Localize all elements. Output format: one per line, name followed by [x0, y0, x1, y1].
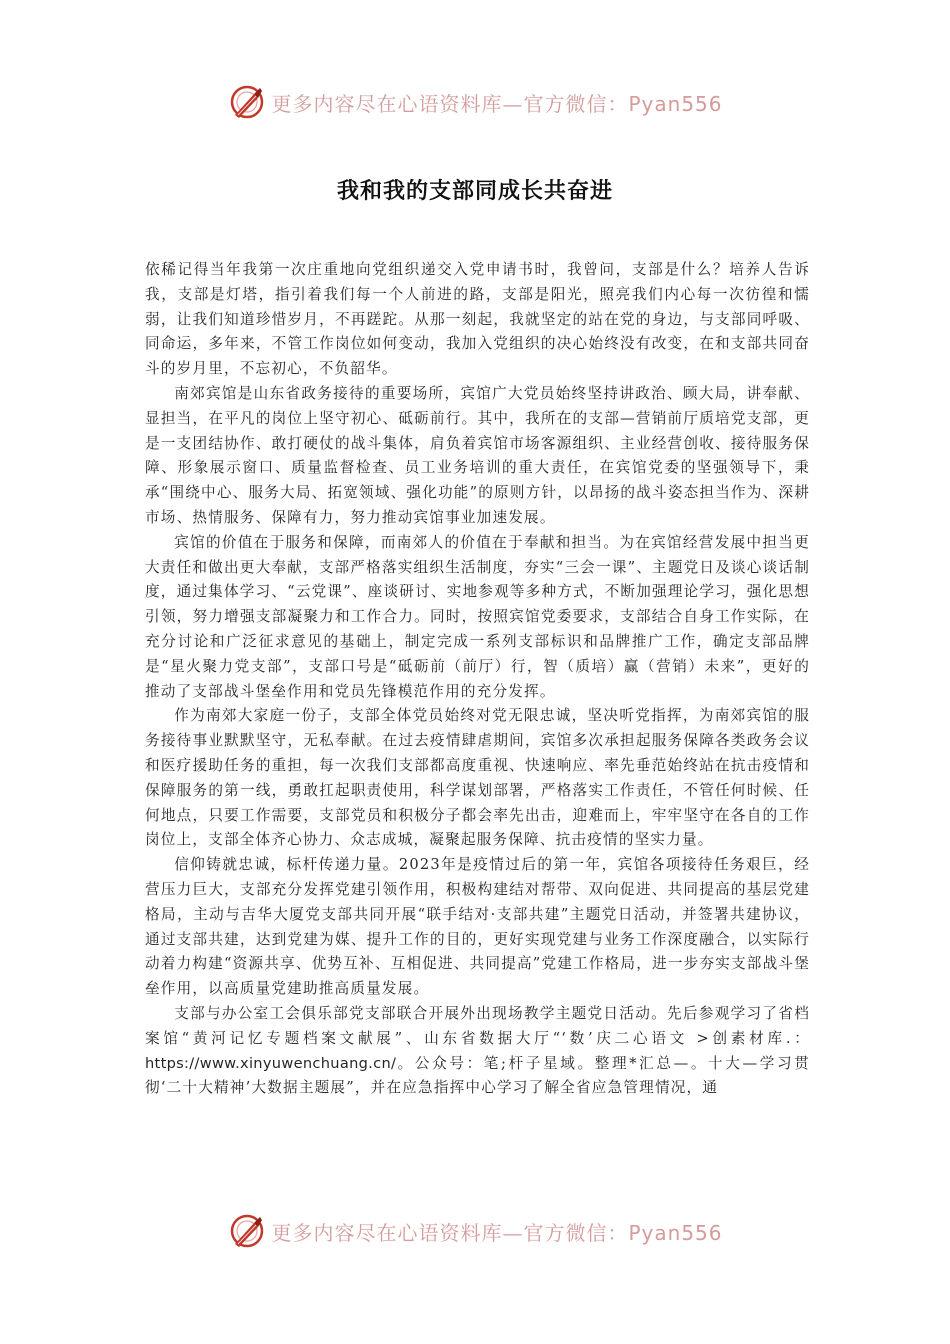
- page-title: 我和我的支部同成长共奋进: [336, 178, 613, 204]
- paragraph: 宾馆的价值在于服务和保障，而南郊人的价值在于奉献和担当。为在宾馆经营发展中担当更大责任和做出更大奉献，支部严格落实组织生活制度，夯实“三会一课”、主题党日及谈心谈话制度，通过集体学习、“云党课”、座谈研讨、实地参观等多种方式，不断加强理论学习，强化思想引领，努力增强支部凝聚力和工作合力。同时，按照宾馆党委要求，支部结合自身工作实际，在充分讨论和广泛征求意见的基础上，制定完成一系列支部标识和品牌推广工作，确定支部品牌是“星火聚力党支部”，支部口号是“砥砺前（前厅）行，智（质培）赢（营销）未来”，更好的推动了支部战斗堡垒作用和党员先锋模范作用的充分发挥。: [145, 533, 810, 700]
- paragraph: 南郊宾馆是山东省政务接待的重要场所，宾馆广大党员始终坚持讲政治、顾大局，讲奉献、显担当，在平凡的岗位上坚守初心、砥砺前行。其中，我所在的支部—营销前厅质培党支部，更是一支团结协作、敢打硬仗的战斗集体，肩负着宾馆市场客源组织、主业经营创收、接待服务保障、形象展示窗口、质量监督检查、员工业务培训的重大责任，在宾馆党委的坚强领导下，秉承“围绕中心、服务大局、拓宽领域、强化功能”的原则方针，以昂扬的战斗姿态担当作为、深耕市场、热情服务、保障有力，努力推动宾馆事业加速发展。: [145, 384, 810, 526]
- wechat-id: Pyan556: [628, 1220, 723, 1245]
- banner-text: 更多内容尽在心语资料库—官方微信：: [271, 91, 629, 116]
- pen-logo-icon: [227, 1211, 267, 1251]
- pen-logo-icon: [227, 82, 267, 122]
- footer-banner: [0, 1211, 950, 1251]
- paragraph-text: 。公众号：笔;杆子星域。整理*汇总—。十大—学习贯彻‘二十大精神’大数据主题展”，并在应急指挥中心学习了解全省应急管理情况，通: [145, 1054, 810, 1097]
- paragraph: [145, 1002, 810, 1101]
- paragraph: 作为南郊大家庭一份子，支部全体党员始终对党无限忠诚，坚决听党指挥，为南郊宾馆的服务接待事业默默坚守，无私奉献。在过去疫情肆虐期间，宾馆多次承担起服务保障各类政务会议和医疗援助任务的重担，每一次我们支部都高度重视、快速响应、率先垂范始终站在抗击疫情和保障服务的第一线，勇敢扛起职责使用，科学谋划部署，严格落实工作责任，不管任何时候、任何地点，只要工作需要，支部党员和积极分子都会率先出击，迎难而上，牢牢坚守在各自的工作岗位上，支部全体齐心协力、众志成城，凝聚起服务保障、抗击疫情的坚实力量。: [145, 707, 810, 849]
- article-body: [145, 258, 810, 1101]
- wechat-id: Pyan556: [628, 91, 723, 116]
- url-link[interactable]: https://www.xinyuwenchuang.cn/: [145, 1054, 397, 1072]
- paragraph: 信仰铸就忠诚，标杆传递力量。2023年是疫情过后的第一年，宾馆各项接待任务艰巨，经营压力巨大，支部充分发挥党建引领作用，积极构建结对帮带、双向促进、共同提高的基层党建格局，主动与吉华大厦党支部共同开展“联手结对·支部共建”主题党日活动，并签署共建协议，通过支部共建，达到党建为媒、提升工作的目的，更好实现党建与业务工作深度融合，以实际行动着力构建“资源共享、优势互补、互相促进、共同提高”党建工作格局，进一步夯实支部战斗堡垒作用，以高质量党建助推高质量发展。: [145, 856, 810, 998]
- paragraph: 依稀记得当年我第一次庄重地向党组织递交入党申请书时，我曾问，支部是什么？培养人告诉我，支部是灯塔，指引着我们每一个人前进的路，支部是阳光，照亮我们内心每一次彷徨和懦弱，让我们知道珍惜岁月，不再蹉跎。从那一刻起，我就坚定的站在党的身边，与支部同呼吸、同命运，多年来，不管工作岗位如何变动，我加入党组织的决心始终没有改变，在和支部共同奋斗的岁月里，不忘初心，不负韶华。: [145, 261, 810, 378]
- banner-text: 更多内容尽在心语资料库—官方微信：: [271, 1220, 629, 1245]
- paragraph-text: 支部与办公室工会俱乐部党支部联合开展外出现场教学主题党日活动。先后参观学习了省档案馆“黄河记忆专题档案文献展”、山东省数据大厅“‘数’庆二心语文 >创素材库.：: [145, 1004, 810, 1047]
- header-banner: [0, 82, 950, 122]
